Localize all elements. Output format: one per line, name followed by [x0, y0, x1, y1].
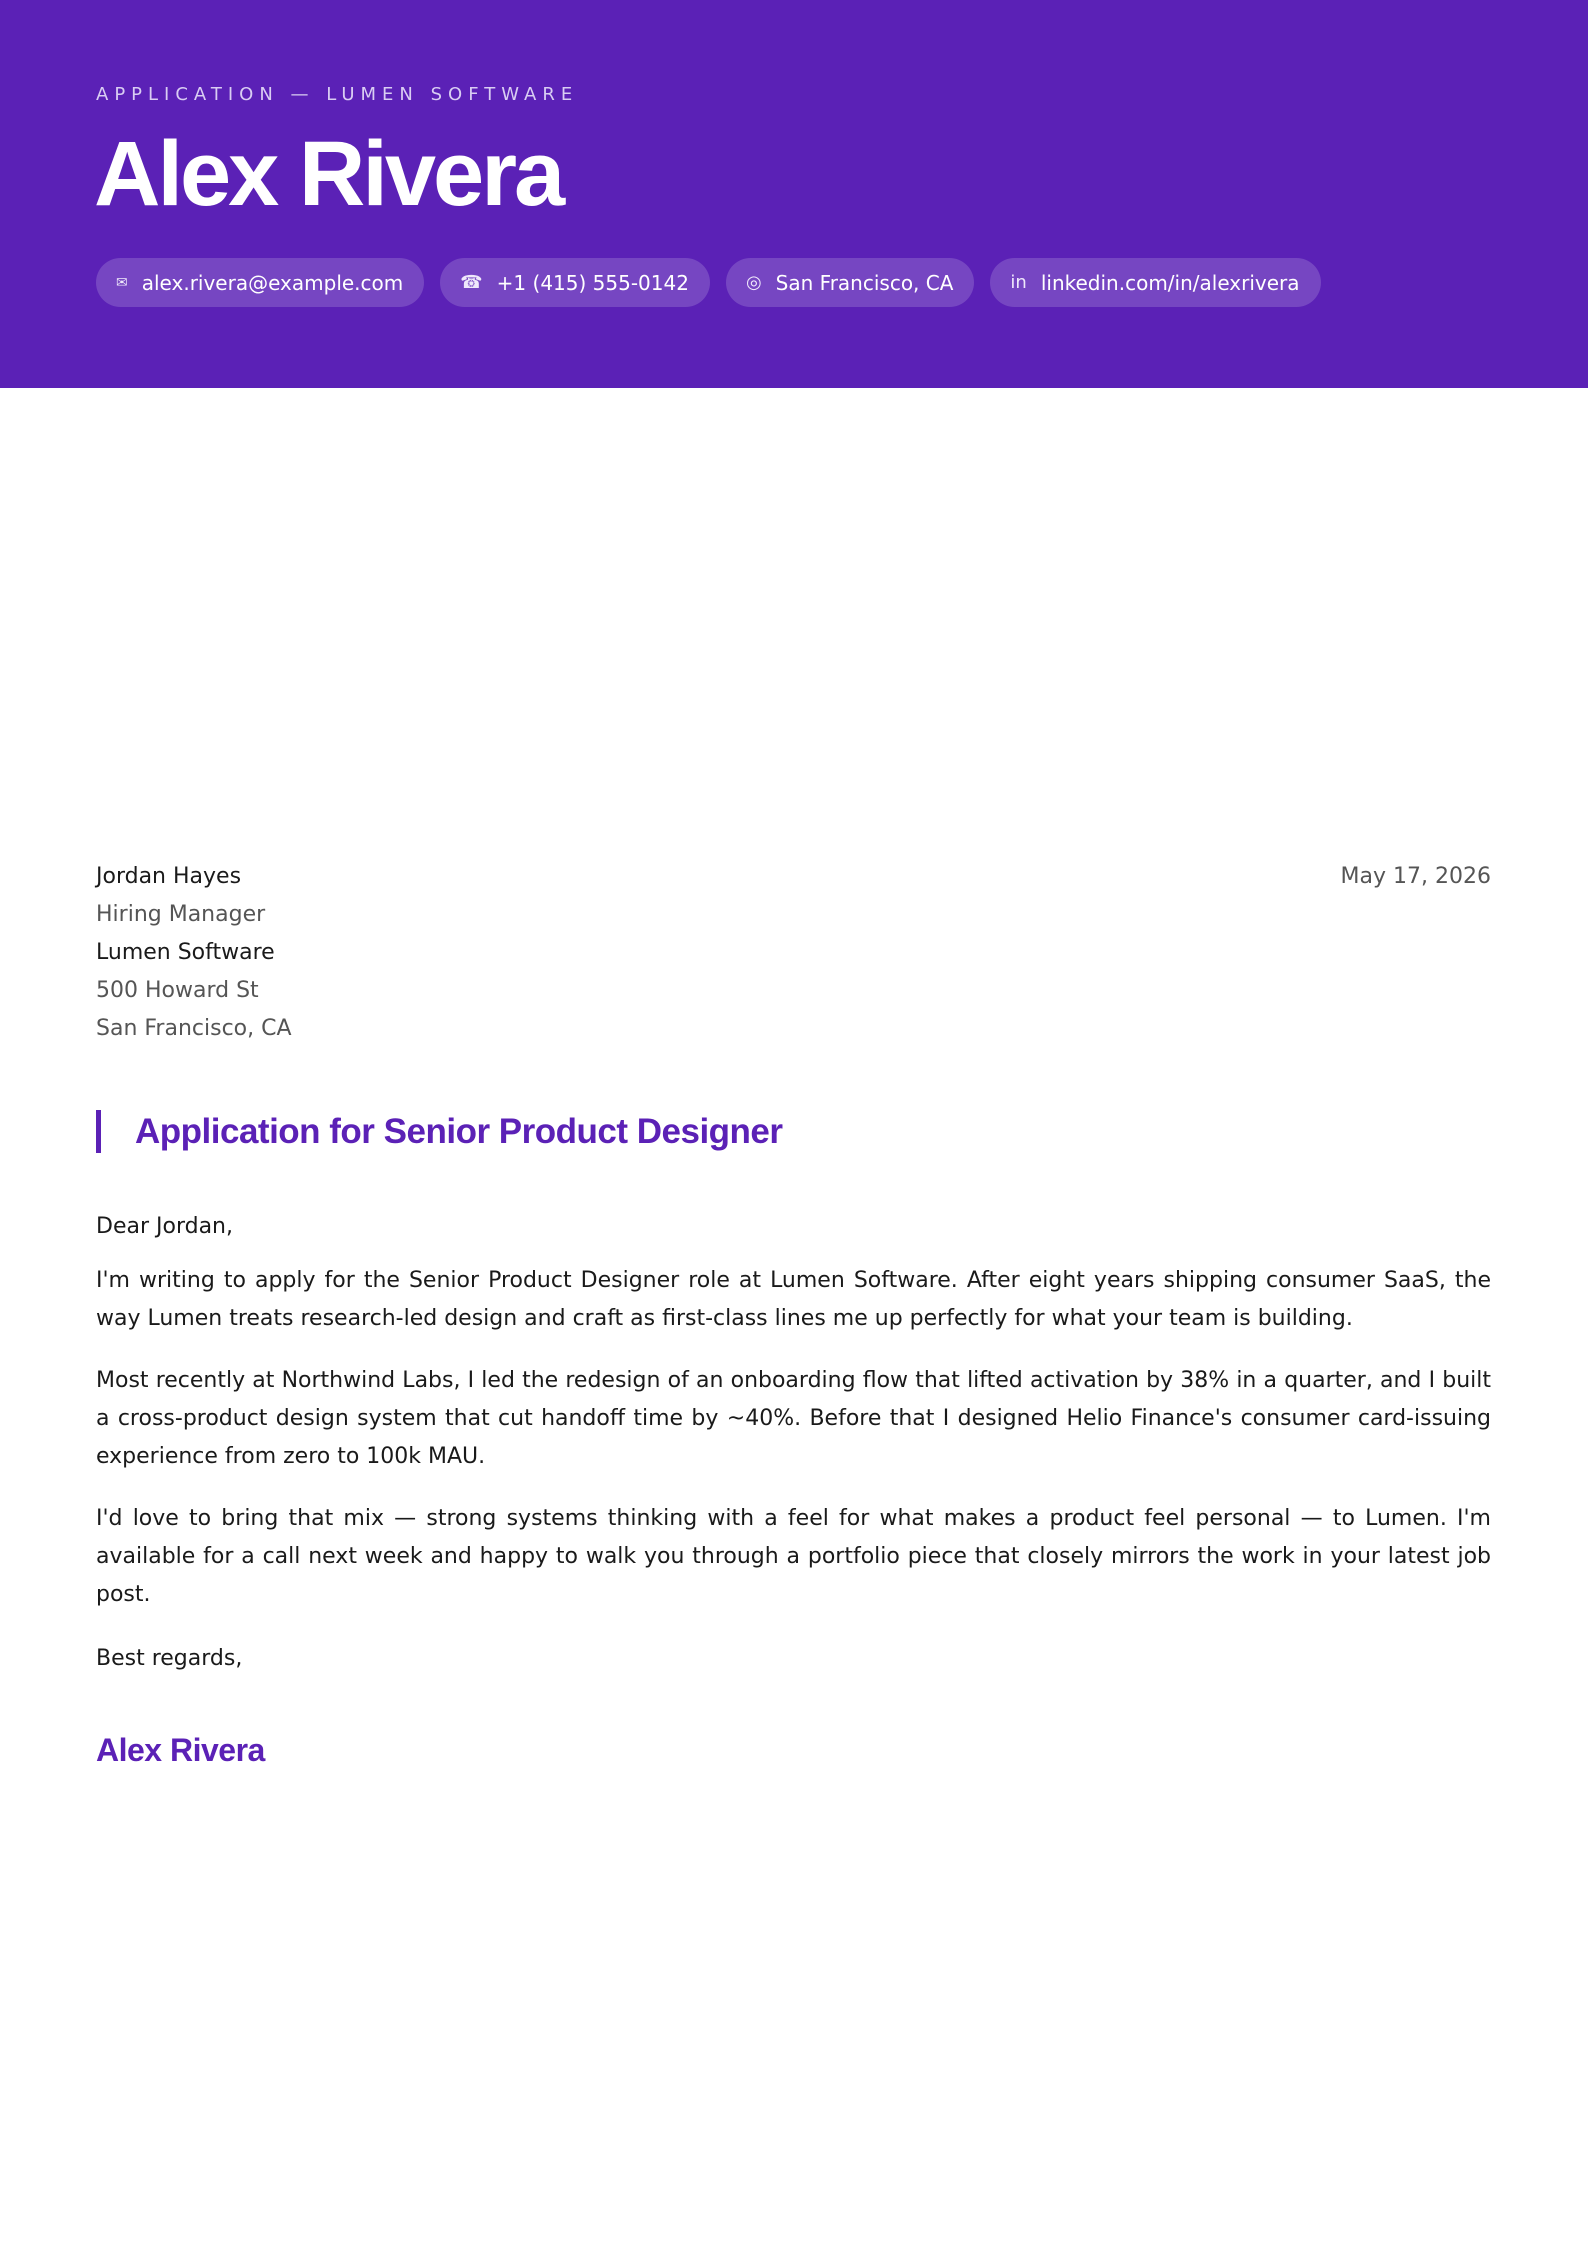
email-text: alex.rivera@example.com [141, 270, 404, 295]
contact-chip-linkedin[interactable] [990, 258, 1320, 307]
paragraph-intro: I'm writing to apply for the Senior Product Designer role at Lumen Software. After eight years shipping consumer SaaS, the way Lumen treats research-led design and craft as first-class lines me up perfectly for what your team is building. [96, 1268, 1491, 1331]
letter-body [96, 1208, 1491, 1638]
letter-date: May 17, 2026 [1340, 864, 1491, 889]
contact-chip-email[interactable] [96, 258, 424, 307]
phone-icon: ☎ [460, 272, 483, 293]
closing-line: Best regards, [96, 1646, 243, 1671]
recipient-street: 500 Howard St [96, 978, 259, 1003]
signature: Alex Rivera [96, 1732, 265, 1768]
phone-text: +1 (415) 555-0142 [496, 270, 689, 295]
location-text: San Francisco, CA [775, 270, 954, 295]
header-banner [0, 0, 1588, 388]
contact-chip-phone[interactable] [440, 258, 710, 307]
recipient-name: Jordan Hayes [96, 864, 242, 889]
recipient-title: Hiring Manager [96, 902, 266, 927]
contact-chip-location[interactable] [726, 258, 974, 307]
recipient-block [96, 858, 292, 1048]
subject-heading: Application for Senior Product Designer [96, 1110, 783, 1153]
linkedin-text: linkedin.com/in/alexrivera [1040, 270, 1300, 295]
mail-icon: ✉ [116, 274, 128, 291]
recipient-city: San Francisco, CA [96, 1016, 292, 1041]
recipient-company: Lumen Software [96, 940, 275, 965]
eyebrow-label: APPLICATION — LUMEN SOFTWARE [96, 84, 579, 105]
location-icon: ◎ [745, 272, 762, 293]
paragraph-experience: Most recently at Northwind Labs, I led the redesign of an onboarding flow that lifted activation by 38% in a quarter, and I built a cross-product design system that cut handoff time by ~40%. Before that I designed Helio Finance's consumer card-issuing experience from zero to 100k MAU. [96, 1368, 1491, 1469]
paragraph-closing: I'd love to bring that mix — strong systems thinking with a feel for what makes a product feel personal — to Lumen. I'm available for a call next week and happy to walk you through a portfolio piece that closely mirrors the work in your latest job post. [96, 1506, 1491, 1607]
linkedin-icon: in [1010, 272, 1027, 293]
greeting: Dear Jordan, [96, 1214, 233, 1239]
contact-chips [96, 258, 1321, 307]
applicant-name: Alex Rivera [94, 123, 563, 225]
